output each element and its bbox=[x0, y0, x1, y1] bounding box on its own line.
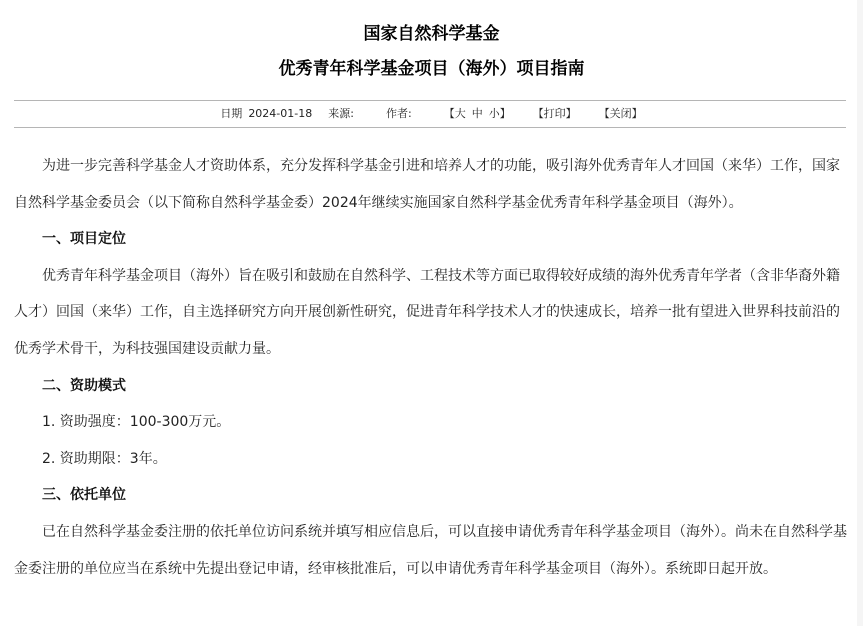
section-heading-host-institution: 三、依托单位 bbox=[42, 487, 126, 504]
list-item-funding-period: 2. 资助期限：3年。 bbox=[42, 450, 167, 467]
divider-top bbox=[14, 100, 846, 101]
print-link[interactable]: 【打印】 bbox=[532, 107, 577, 120]
divider-bottom bbox=[14, 127, 846, 128]
page-subtitle: 优秀青年科学基金项目（海外）项目指南 bbox=[278, 59, 585, 79]
list-item-funding-amount: 1. 资助强度：100-300万元。 bbox=[42, 414, 231, 431]
paragraph-intro: 为进一步完善科学基金人才资助体系，充分发挥科学基金引进和培养人才的功能，吸引海外优秀青年人才回国（来华）工作，国家自然科学基金委员会（以下简称自然科学基金委）2024年继续实施国家自然科学基金优秀青年科学基金项目（海外）。 bbox=[14, 158, 840, 211]
paragraph-positioning: 优秀青年科学基金项目（海外）旨在吸引和鼓励在自然科学、工程技术等方面已取得较好成绩的海外优秀青年学者（含非华裔外籍人才）回国（来华）工作，自主选择研究方向开展创新性研究，促进青年科学技术人才的快速成长，培养一批有望进入世界科技前沿的优秀学术骨干，为科技强国建设贡献力量。 bbox=[14, 267, 840, 357]
section-heading-funding-mode: 二、资助模式 bbox=[42, 377, 126, 394]
source-label: 来源: bbox=[328, 107, 354, 120]
date-value: 2024-01-18 bbox=[248, 107, 313, 120]
date-label: 日期 bbox=[220, 107, 243, 120]
paragraph-host-institution: 已在自然科学基金委注册的依托单位访问系统并填写相应信息后，可以直接申请优秀青年科学基金项目（海外）。尚未在自然科学基金委注册的单位应当在系统中先提出登记申请，经审核批准后，可以申请优秀青年科学基金项目（海外）。系统即日起开放。 bbox=[14, 523, 847, 577]
close-link[interactable]: 【关闭】 bbox=[598, 107, 643, 120]
font-size-medium-link[interactable]: 中 bbox=[471, 107, 483, 120]
section-heading-positioning: 一、项目定位 bbox=[42, 231, 126, 248]
font-size-small-link[interactable]: 小 bbox=[488, 107, 500, 120]
page-scrollbar[interactable] bbox=[857, 0, 863, 626]
author-label: 作者: bbox=[385, 107, 412, 120]
article-meta-bar bbox=[0, 106, 863, 122]
font-size-open-bracket: 【 bbox=[443, 107, 455, 120]
font-size-close-bracket: 】 bbox=[499, 107, 511, 120]
font-size-large-link[interactable]: 大 bbox=[454, 107, 466, 120]
article-body bbox=[14, 148, 850, 587]
page-title: 国家自然科学基金 bbox=[363, 24, 500, 44]
